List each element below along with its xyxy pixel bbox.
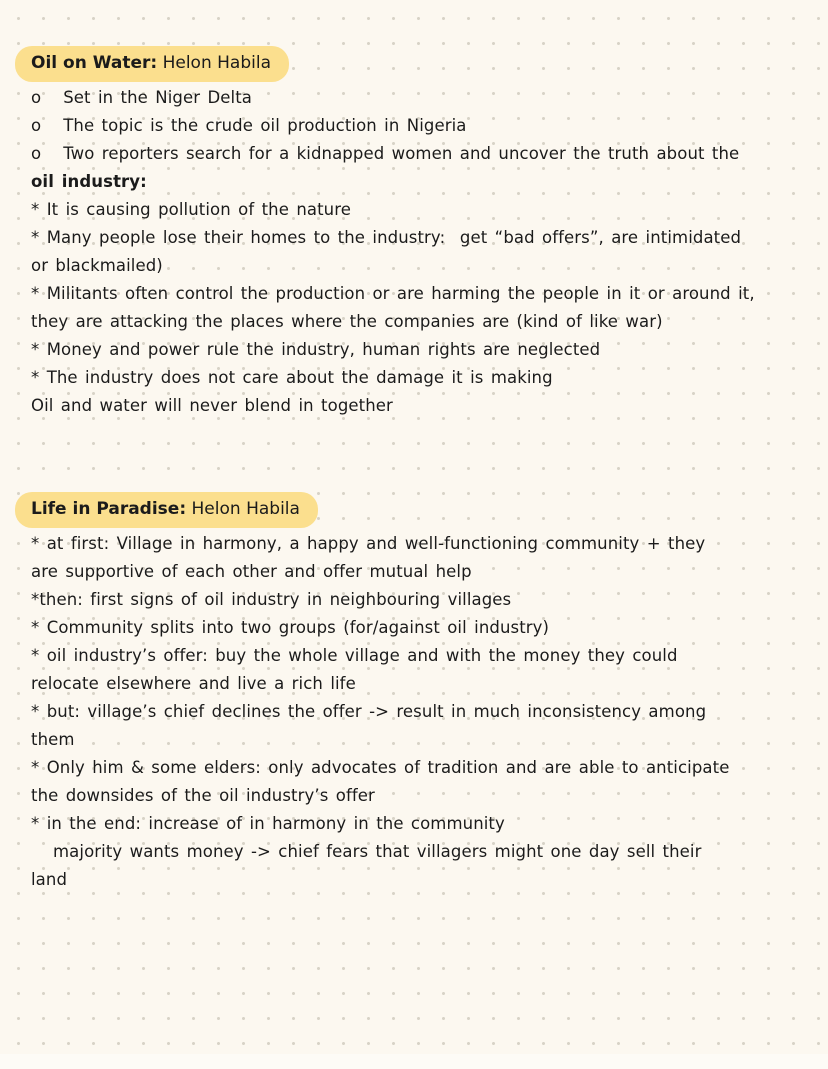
section-author: Helon Habila — [186, 499, 300, 519]
section-title: Life in Paradise: — [31, 499, 187, 519]
note-line: *then: first signs of oil industry in neighbouring villages — [31, 590, 512, 609]
section-life-in-paradise — [31, 492, 800, 894]
section-heading-highlight — [15, 46, 289, 82]
note-line: o Set in the Niger Delta — [31, 88, 252, 107]
note-line: * at first: Village in harmony, a happy and well-functioning community + they — [31, 534, 706, 553]
note-line: relocate elsewhere and live a rich life — [31, 674, 356, 693]
note-line: * oil industry’s offer: buy the whole village and with the money they could — [31, 646, 678, 665]
note-line: land — [31, 870, 68, 889]
section-author: Helon Habila — [157, 53, 271, 73]
section-heading-highlight — [15, 492, 318, 528]
section-title: Oil on Water: — [31, 53, 158, 73]
note-line: o The topic is the crude oil production in Nigeria — [31, 116, 467, 135]
note-line: majority wants money -> chief fears that villagers might one day sell their — [53, 842, 702, 861]
note-line: * but: village’s chief declines the offer -> result in much inconsistency among — [31, 702, 707, 721]
note-line: * Only him & some elders: only advocates of tradition and are able to anticipate — [31, 758, 730, 777]
note-line: Oil and water will never blend in together — [31, 396, 393, 415]
note-line: they are attacking the places where the companies are (kind of like war) — [31, 312, 663, 331]
note-line: or blackmailed) — [31, 256, 163, 275]
note-line-bold: oil industry: — [31, 172, 147, 191]
note-line: * Militants often control the production or are harming the people in it or around it, — [31, 284, 755, 303]
note-line: them — [31, 730, 75, 749]
note-line: * Many people lose their homes to the industry: get “bad offers”, are intimidated — [31, 228, 742, 247]
note-line: * Money and power rule the industry, human rights are neglected — [31, 340, 601, 359]
note-line: * The industry does not care about the damage it is making — [31, 368, 553, 387]
note-line: * Community splits into two groups (for/against oil industry) — [31, 618, 550, 637]
page-bottom-edge — [0, 1054, 828, 1069]
note-line: o Two reporters search for a kidnapped women and uncover the truth about the — [31, 144, 740, 163]
note-line: * in the end: increase of in harmony in the community — [31, 814, 505, 833]
note-line: the downsides of the oil industry’s offer — [31, 786, 375, 805]
note-line: are supportive of each other and offer mutual help — [31, 562, 472, 581]
note-line: * It is causing pollution of the nature — [31, 200, 351, 219]
section-oil-on-water — [31, 46, 800, 420]
